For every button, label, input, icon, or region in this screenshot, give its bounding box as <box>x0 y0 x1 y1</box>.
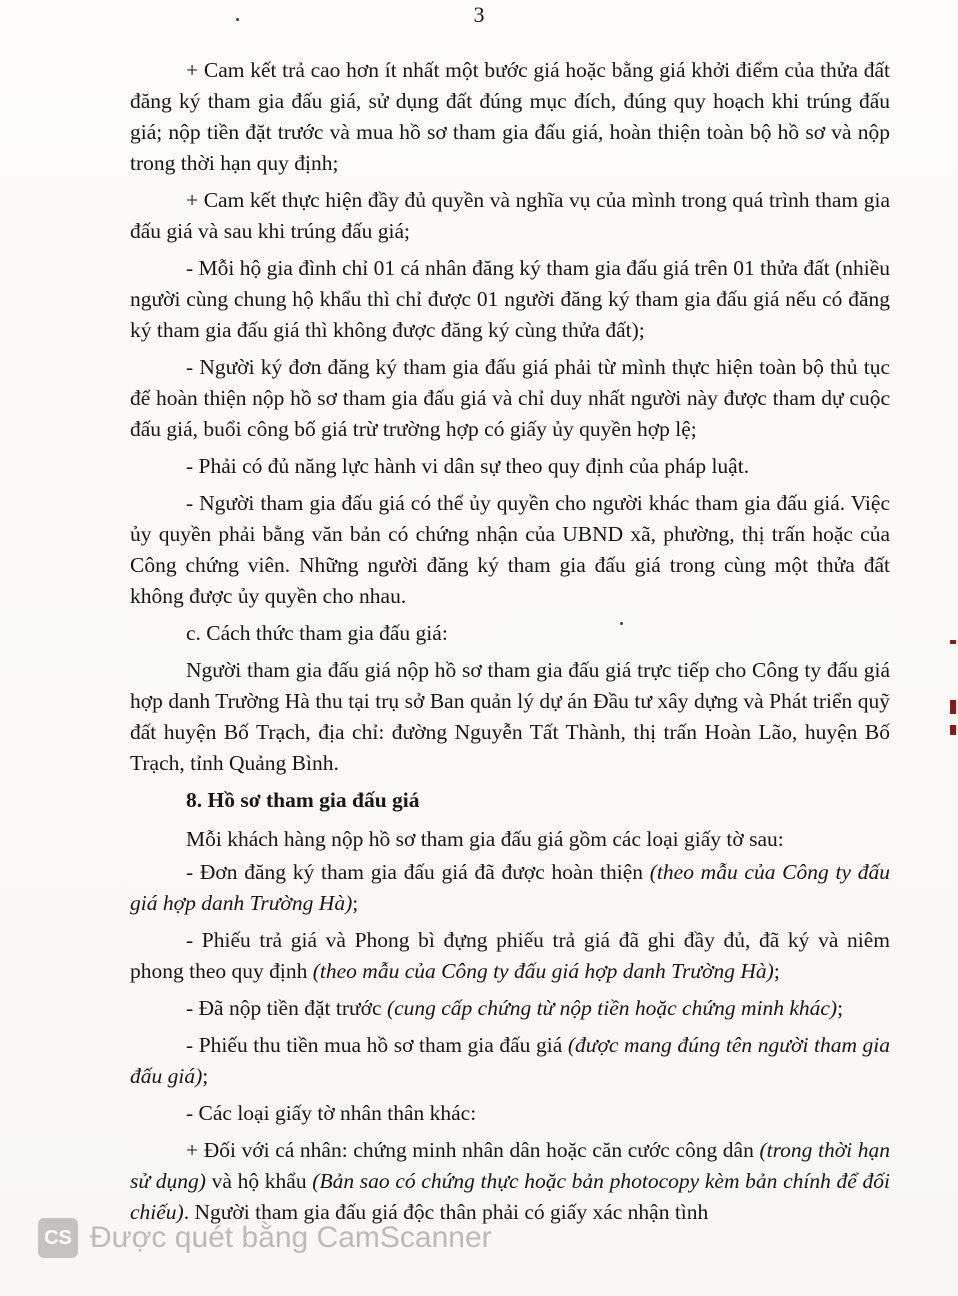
scan-edge-mark <box>950 700 956 714</box>
paragraph-method-title: c. Cách thức tham gia đấu giá: <box>186 621 448 645</box>
list-item-registration-form: - Đơn đăng ký tham gia đấu giá đã được hoàn thiện (theo mẫu của Công ty đấu giá hợp danh Trường Hà); <box>130 860 890 915</box>
list-item-receipt: - Phiếu thu tiền mua hồ sơ tham gia đấu giá (được mang đúng tên người tham gia đấu giá); <box>130 1033 891 1088</box>
list-item-deposit: - Đã nộp tiền đặt trước (cung cấp chứng từ nộp tiền hoặc chứng minh khác); <box>186 996 844 1020</box>
scan-edge-mark <box>950 725 956 735</box>
camscanner-logo-icon: CS <box>38 1218 78 1258</box>
paragraph-commit-price: + Cam kết trả cao hơn ít nhất một bước giá hoặc bằng giá khởi điểm của thửa đất đăng ký tham gia đấu giá, sử dụng đất đúng mục đích, đúng quy hoạch khi trúng đấu giá; nộp tiền đặt trước và mua hồ sơ tham gia đấu giá, hoàn thiện toàn bộ hồ sơ và nộp trong thời hạn quy định; <box>130 58 890 175</box>
page-number: 3 <box>473 2 485 27</box>
scan-speck <box>620 622 623 625</box>
paragraph-household-rule: - Mỗi hộ gia đình chỉ 01 cá nhân đăng ký tham gia đấu giá trên 01 thửa đất (nhiều người cùng chung hộ khẩu thì chỉ được 01 người đăng ký tham gia đấu giá nếu có đăng ký tham gia đấu giá thì không được đăng ký cùng thửa đất); <box>130 256 890 342</box>
paragraph-commit-rights: + Cam kết thực hiện đầy đủ quyền và nghĩa vụ của mình trong quá trình tham gia đấu giá và sau khi trúng đấu giá; <box>130 188 890 243</box>
scan-edge-mark <box>950 640 956 644</box>
section-heading: 8. Hồ sơ tham gia đấu giá <box>186 788 420 812</box>
paragraph-intro: Mỗi khách hàng nộp hồ sơ tham gia đấu giá gồm các loại giấy tờ sau: <box>186 827 784 851</box>
paragraph-authorization: - Người tham gia đấu giá có thể ủy quyền cho người khác tham gia đấu giá. Việc ủy quyền phải bằng văn bản có chứng nhận của UBND xã, phường, thị trấn hoặc của Công chứng viên. Những người đăng ký tham gia đấu giá trong cùng một thửa đất không được ủy quyền cho nhau. <box>130 491 890 608</box>
watermark-text: Được quét bằng CamScanner <box>90 1221 492 1254</box>
paragraph-signer-rule: - Người ký đơn đăng ký tham gia đấu giá phải từ mình thực hiện toàn bộ thủ tục để hoàn thiện nộp hồ sơ tham gia đấu giá và chỉ duy nhất người này được tham dự cuộc đấu giá, buổi công bố giá trừ trường hợp có giấy ủy quyền hợp lệ; <box>130 355 890 441</box>
paragraph-individual: + Đối với cá nhân: chứng minh nhân dân hoặc căn cước công dân (trong thời hạn sử dụng) và hộ khẩu (Bản sao có chứng thực hoặc bản photocopy kèm bản chính để đối chiếu). Người tham gia đấu giá độc thân phải có giấy xác nhận tình <box>130 1138 890 1224</box>
document-body <box>130 55 890 1234</box>
paragraph-civil-capacity: - Phải có đủ năng lực hành vi dân sự theo quy định của pháp luật. <box>186 454 750 478</box>
scan-speck <box>236 18 239 21</box>
paragraph-method-body: Người tham gia đấu giá nộp hồ sơ tham gia đấu giá trực tiếp cho Công ty đấu giá hợp danh Trường Hà thu tại trụ sở Ban quản lý dự án Đầu tư xây dựng và Phát triển quỹ đất huyện Bố Trạch, địa chỉ: đường Nguyễn Tất Thành, thị trấn Hoàn Lão, huyện Bố Trạch, tỉnh Quảng Bình. <box>130 658 890 775</box>
camscanner-watermark <box>38 1218 492 1258</box>
paragraph-other-docs: - Các loại giấy tờ nhân thân khác: <box>186 1101 477 1125</box>
list-item-bid-sheet: - Phiếu trả giá và Phong bì đựng phiếu trả giá đã ghi đầy đủ, đã ký và niêm phong theo quy định (theo mẫu của Công ty đấu giá hợp danh Trường Hà); <box>130 928 890 983</box>
